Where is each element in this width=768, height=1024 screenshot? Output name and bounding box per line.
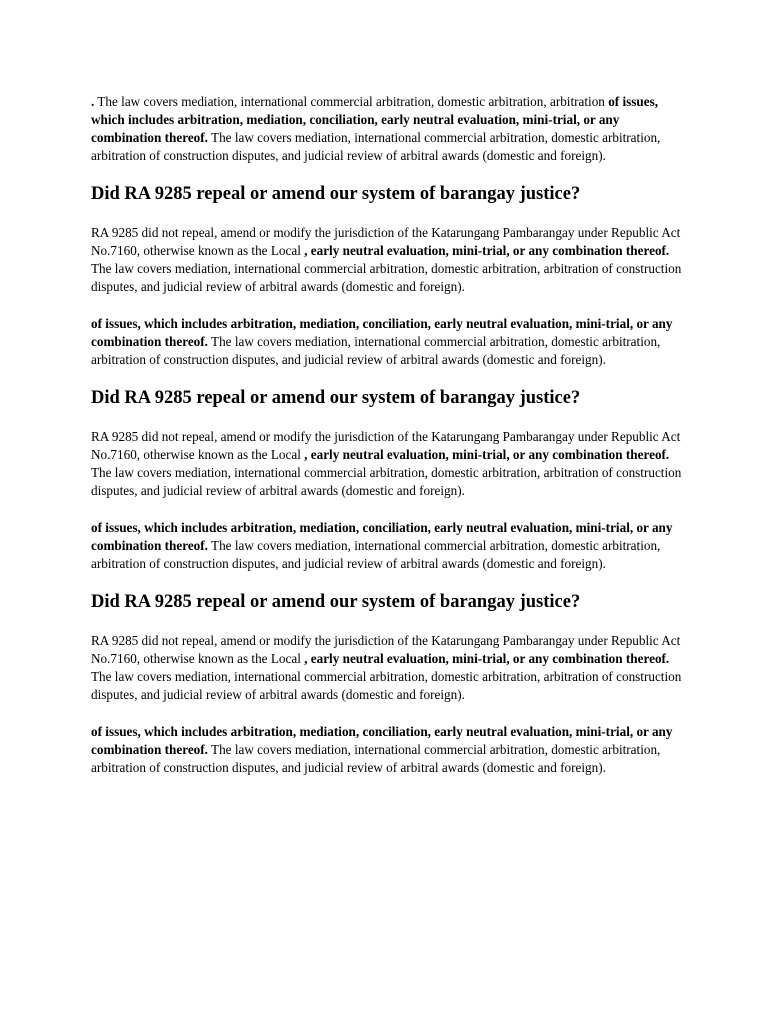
section-heading: Did RA 9285 repeal or amend our system of barangay justice? (91, 592, 581, 612)
paragraph-run: The law covers mediation, international commercial arbitration, domestic arbitration, arbitration of construction disputes, and judicial review of arbitral awards (domestic and foreign). (91, 261, 682, 294)
paragraph-run: RA 9285 did not repeal, amend or modify the jurisdiction of the Katarungang Pambarangay under Republic Act No.7160, otherwise known as the Local (91, 225, 681, 258)
paragraph (91, 315, 691, 369)
paragraph-run: The law covers mediation, international commercial arbitration, domestic arbitration, arbitration of construction disputes, and judicial review of arbitral awards (domestic and foreign). (91, 742, 661, 775)
paragraph-bold-run: , early neutral evaluation, mini-trial, or any combination thereof. (304, 243, 670, 258)
paragraph-run: The law covers mediation, international commercial arbitration, domestic arbitration, arbitration of construction disputes, and judicial review of arbitral awards (domestic and foreign). (91, 538, 661, 571)
paragraph-run: RA 9285 did not repeal, amend or modify the jurisdiction of the Katarungang Pambarangay under Republic Act No.7160, otherwise known as the Local (91, 429, 681, 462)
document-body (91, 93, 691, 777)
paragraph (91, 93, 691, 165)
paragraph (91, 519, 691, 573)
paragraph-run: The law covers mediation, international commercial arbitration, domestic arbitration, arbitration (94, 94, 609, 109)
section-heading: Did RA 9285 repeal or amend our system of barangay justice? (91, 388, 581, 408)
paragraph (91, 723, 691, 777)
paragraph-bold-run: of issues, which includes arbitration, mediation, conciliation, early neutral evaluation, mini-trial, or any combination thereof. (91, 94, 659, 145)
paragraph (91, 224, 691, 296)
section-heading: Did RA 9285 repeal or amend our system of barangay justice? (91, 184, 581, 204)
paragraph-bold-run: of issues, which includes arbitration, mediation, conciliation, early neutral evaluation, mini-trial, or any combination thereof. (91, 724, 673, 757)
paragraph-bold-run: , early neutral evaluation, mini-trial, or any combination thereof. (304, 447, 670, 462)
paragraph-run: The law covers mediation, international commercial arbitration, domestic arbitration, arbitration of construction disputes, and judicial review of arbitral awards (domestic and foreign). (91, 669, 682, 702)
paragraph-bold-run: , early neutral evaluation, mini-trial, or any combination thereof. (304, 651, 670, 666)
paragraph-run: The law covers mediation, international commercial arbitration, domestic arbitration, arbitration of construction disputes, and judicial review of arbitral awards (domestic and foreign). (91, 465, 682, 498)
paragraph (91, 428, 691, 500)
paragraph-run: RA 9285 did not repeal, amend or modify the jurisdiction of the Katarungang Pambarangay under Republic Act No.7160, otherwise known as the Local (91, 633, 681, 666)
paragraph-bold-run: of issues, which includes arbitration, mediation, conciliation, early neutral evaluation, mini-trial, or any combination thereof. (91, 316, 673, 349)
paragraph-run: The law covers mediation, international commercial arbitration, domestic arbitration, arbitration of construction disputes, and judicial review of arbitral awards (domestic and foreign). (91, 334, 661, 367)
paragraph (91, 632, 691, 704)
paragraph-run: The law covers mediation, international commercial arbitration, domestic arbitration, arbitration of construction disputes, and judicial review of arbitral awards (domestic and foreign). (91, 130, 661, 163)
paragraph-bold-run: of issues, which includes arbitration, mediation, conciliation, early neutral evaluation, mini-trial, or any combination thereof. (91, 520, 673, 553)
paragraph-bold-run: . (91, 94, 95, 109)
